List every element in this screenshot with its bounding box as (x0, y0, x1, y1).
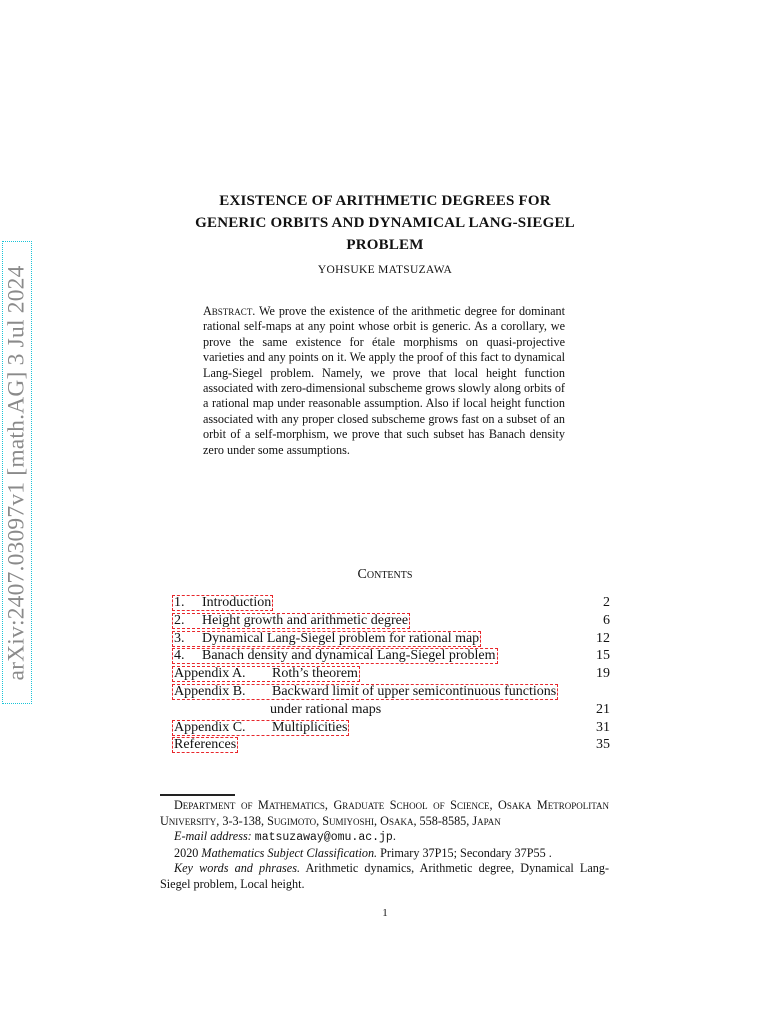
toc-page: 31 (596, 719, 610, 735)
toc-appendix-label: Appendix A. (174, 666, 246, 682)
toc-row (172, 630, 610, 648)
email-label: E-mail address: (174, 829, 252, 844)
toc-link-introduction[interactable] (172, 595, 273, 611)
table-of-contents (172, 594, 610, 754)
toc-link-dynamical-lang-siegel[interactable] (172, 631, 481, 647)
toc-row (172, 647, 610, 665)
toc-title: Multiplicities (272, 719, 348, 735)
title-line: GENERIC ORBITS AND DYNAMICAL LANG-SIEGEL (195, 215, 575, 231)
arxiv-identifier: arXiv:2407.03097v1 [math.AG] 3 Jul 2024 (3, 264, 30, 681)
footnote-rule (160, 794, 235, 796)
contents-heading: Contents (357, 567, 413, 582)
author-affiliation: Department of Mathematics, Graduate School of Science, Osaka Metropolitan University, 3-3-138, Sugimoto, Sumiyoshi, Osaka, 558-8585, Japan (160, 798, 609, 828)
toc-link-appendix-a[interactable] (172, 666, 360, 682)
toc-row (172, 612, 610, 630)
abstract (203, 304, 565, 458)
page-number: 1 (382, 907, 388, 919)
toc-link-appendix-b[interactable] (172, 684, 558, 700)
toc-title: Height growth and arithmetic degree (202, 612, 409, 628)
toc-page: 21 (596, 701, 610, 717)
toc-title: Banach density and dynamical Lang-Siegel problem (202, 648, 496, 664)
toc-number: 1. (174, 595, 185, 610)
toc-title: Introduction (202, 595, 272, 610)
keywords-label: Key words and phrases. (174, 861, 300, 876)
keywords-line (160, 861, 609, 892)
toc-row (172, 665, 610, 683)
toc-number: 4. (174, 648, 185, 664)
msc-text: Primary 37P15; Secondary 37P55 . (380, 845, 552, 860)
toc-row (172, 701, 610, 719)
toc-appendix-label: Appendix C. (174, 719, 246, 735)
author-name: YOHSUKE MATSUZAWA (317, 264, 453, 276)
keywords-text: Arithmetic dynamics, Arithmetic degree, Dynamical Lang-Siegel problem, Local height. (160, 861, 609, 891)
toc-appendix-label: Appendix B. (174, 683, 246, 699)
toc-page: 12 (596, 630, 610, 646)
toc-row (172, 719, 610, 737)
msc-line (160, 846, 609, 862)
toc-page: 35 (596, 737, 610, 753)
toc-page: 6 (603, 612, 610, 628)
toc-page: 2 (603, 595, 610, 610)
toc-number: 3. (174, 630, 185, 646)
toc-row (172, 683, 610, 701)
toc-title: Backward limit of upper semicontinuous functions (272, 683, 557, 699)
footnotes (160, 798, 609, 893)
title-line: EXISTENCE OF ARITHMETIC DEGREES FOR (219, 193, 551, 209)
abstract-label: Abstract. (203, 304, 256, 318)
toc-title: Dynamical Lang-Siegel problem for rational map (202, 630, 480, 646)
msc-year: 2020 (174, 845, 199, 860)
toc-link-references[interactable]: References (174, 737, 237, 753)
toc-title-continued[interactable]: under rational maps (270, 701, 382, 717)
toc-title: Roth’s theorem (272, 666, 358, 682)
toc-link-height-growth[interactable] (172, 613, 410, 629)
toc-number: 2. (174, 612, 185, 628)
abstract-text: We prove the existence of the arithmetic degree for dominant rational self-maps at any point whose orbit is generic. As a corollary, we prove the same existence for étale morphisms on quasi-projective varieties and any points on it. We apply the proof of this fact to dynamical Lang-Siegel problem. Namely, we prove that local height function associated with zero-dimensional subscheme grows slowly along orbits of a rational map under reasonable assumption. Also if local height function associated with any proper closed subscheme grows fast on a subset of an orbit of a self-morphism, we prove that such subset has Banach density zero under some assumptions. (203, 304, 565, 457)
toc-row (172, 736, 610, 754)
toc-page: 15 (596, 648, 610, 664)
toc-page: 19 (596, 666, 610, 682)
toc-link-appendix-c[interactable] (172, 720, 349, 736)
paper-title (160, 190, 610, 256)
email-address[interactable]: matsuzaway@omu.ac.jp (254, 831, 393, 845)
toc-link-banach-density[interactable] (172, 648, 498, 664)
title-line: PROBLEM (346, 237, 424, 253)
msc-label: Mathematics Subject Classification. (201, 845, 378, 860)
toc-row (172, 594, 610, 612)
arxiv-side-stamp[interactable] (2, 241, 32, 704)
email-line: E-mail address: matsuzaway@omu.ac.jp. (174, 829, 396, 845)
